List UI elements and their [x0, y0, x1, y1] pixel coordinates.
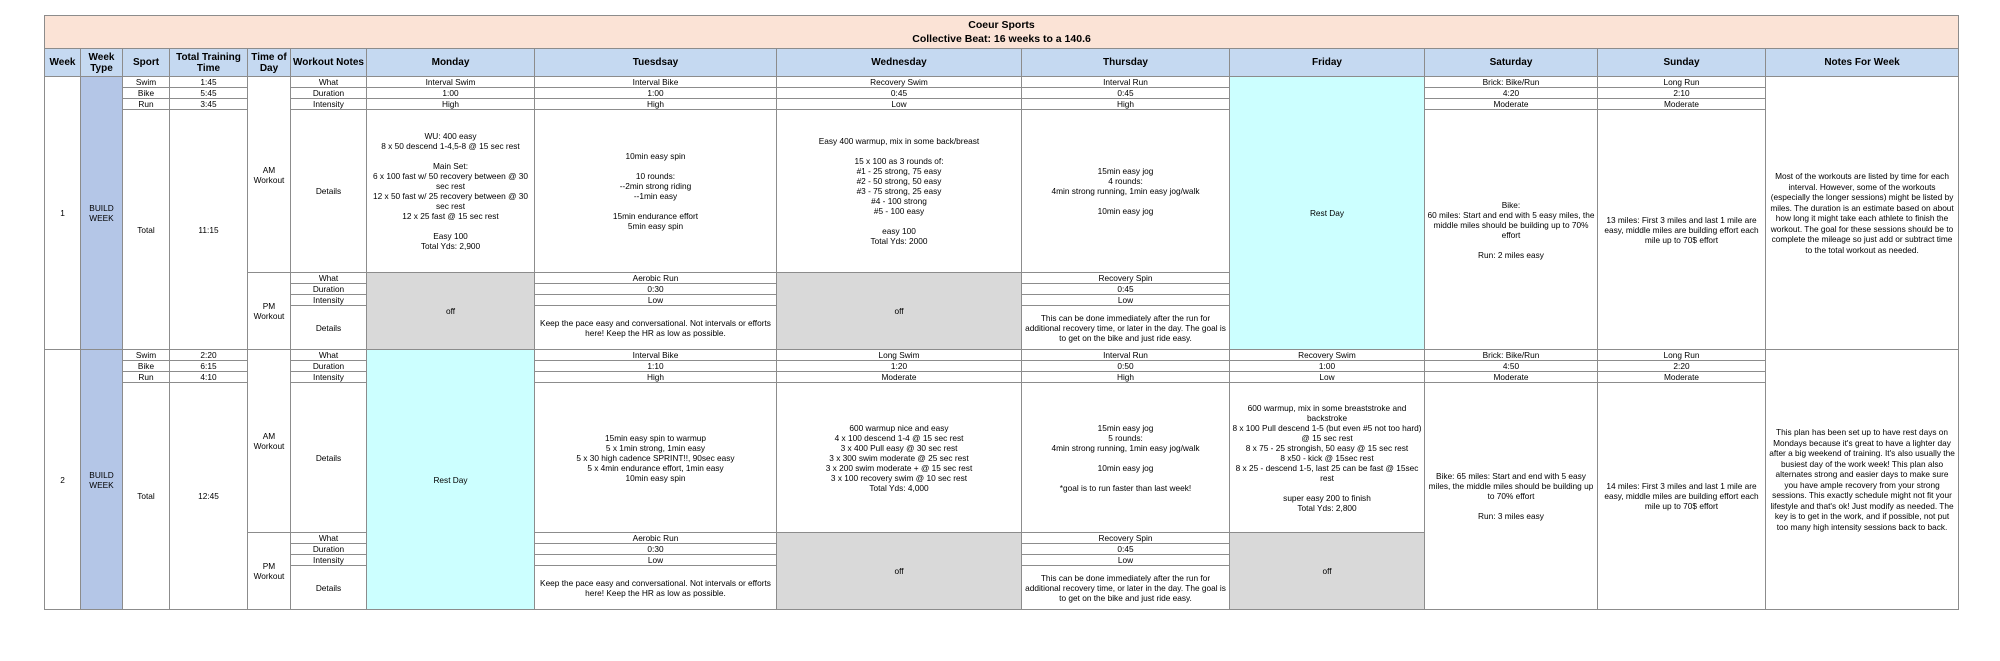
week2-am-intensity-label: Intensity [291, 372, 367, 383]
week1-tue-intensity: High [535, 99, 777, 110]
header-friday: Friday [1230, 49, 1425, 77]
week1-sat-what: Brick: Bike/Run [1425, 77, 1598, 88]
week1-am-label: AM Workout [248, 77, 291, 273]
week1-swim-time: 1:45 [170, 77, 248, 88]
week1-mon-details: WU: 400 easy 8 x 50 descend 1-4,5-8 @ 15 sec rest Main Set: 6 x 100 fast w/ 50 recovery between @ 30 sec rest 12 x 50 fast w/ 25 recovery between @ 30 sec rest 12 x 25 fast @ 15 sec rest Easy 100 Total Yds: 2,900 [367, 110, 535, 273]
week1-pm-details-label: Details [291, 306, 367, 350]
week1-fri-rest: Rest Day [1230, 77, 1425, 350]
week2-wed-details: 600 warmup nice and easy 4 x 100 descend 1-4 @ 15 sec rest 3 x 400 Pull easy @ 30 sec rest 3 x 300 swim moderate @ 25 sec rest 3 x 200 swim moderate + @ 15 sec rest 3 x 100 recovery swim @ 10 sec rest Total Yds: 4,000 [777, 383, 1022, 533]
week2-wed-duration: 1:20 [777, 361, 1022, 372]
header-workout-notes: Workout Notes [291, 49, 367, 77]
training-plan-table [44, 15, 1959, 610]
week1-sat-duration: 4:20 [1425, 88, 1598, 99]
week2-pm-wed-off: off [777, 533, 1022, 610]
week1-thu-what: Interval Run [1022, 77, 1230, 88]
week1-bike-time: 5:45 [170, 88, 248, 99]
week1-row-what [45, 77, 1959, 88]
week1-thu-duration: 0:45 [1022, 88, 1230, 99]
week2-pm-tue-what: Aerobic Run [535, 533, 777, 544]
week2-row-what [45, 350, 1959, 361]
week1-sun-what: Long Run [1598, 77, 1766, 88]
week2-pm-tue-details: Keep the pace easy and conversational. Not intervals or efforts here! Keep the HR as low as possible. [535, 566, 777, 610]
week2-sun-what: Long Run [1598, 350, 1766, 361]
week1-pm-duration-label: Duration [291, 284, 367, 295]
week2-pm-intensity-label: Intensity [291, 555, 367, 566]
week2-sat-intensity: Moderate [1425, 372, 1598, 383]
week2-fri-intensity: Low [1230, 372, 1425, 383]
week1-thu-details: 15min easy jog 4 rounds: 4min strong running, 1min easy jog/walk 10min easy jog [1022, 110, 1230, 273]
header-thursday: Thursday [1022, 49, 1230, 77]
week1-row-duration [45, 88, 1959, 99]
week1-pm-tue-details: Keep the pace easy and conversational. Not intervals or efforts here! Keep the HR as low as possible. [535, 306, 777, 350]
header-week: Week [45, 49, 81, 77]
week1-wed-what: Recovery Swim [777, 77, 1022, 88]
week2-fri-details: 600 warmup, mix in some breaststroke and backstroke 8 x 100 Pull descend 1-5 (but even #5 not too hard) @ 15 sec rest 8 x 75 - 25 strongish, 50 easy @ 15 sec rest 8 x50 - kick @ 15sec rest 8 x 25 - descend 1-5, last 25 can be fast @ 15sec rest super easy 200 to finish Total Yds: 2,800 [1230, 383, 1425, 533]
week2-pm-duration-label: Duration [291, 544, 367, 555]
header-saturday: Saturday [1425, 49, 1598, 77]
week2-sun-duration: 2:20 [1598, 361, 1766, 372]
week2-notes: This plan has been set up to have rest days on Mondays because it's great to have a lighter day after a big weekend of training. It's also usually the busiest day of the work week! This plan also alternates strong and easier days to make sure you have ample recovery from your strong sessions. This exactly schedule might not fit your lifestyle and that's ok! Just modify as needed. The key is to get in the work, and if possible, not put too many high intensity sessions back to back. [1766, 350, 1959, 610]
week2-bike-time: 6:15 [170, 361, 248, 372]
week1-pm-thu-intensity: Low [1022, 295, 1230, 306]
week1-sport-run: Run [123, 99, 170, 110]
week1-am-details-label: Details [291, 110, 367, 273]
week2-sat-duration: 4:50 [1425, 361, 1598, 372]
header-week-type: Week Type [81, 49, 123, 77]
week2-number: 2 [45, 350, 81, 610]
header-notes-for-week: Notes For Week [1766, 49, 1959, 77]
week1-number: 1 [45, 77, 81, 350]
week1-tue-details: 10min easy spin 10 rounds: --2min strong riding --1min easy 15min endurance effort 5min easy spin [535, 110, 777, 273]
week1-wed-intensity: Low [777, 99, 1022, 110]
week1-wed-details: Easy 400 warmup, mix in some back/breast 15 x 100 as 3 rounds of: #1 - 25 strong, 75 easy #2 - 50 strong, 50 easy #3 - 75 strong, 25 easy #4 - 100 strong #5 - 100 easy easy 100 Total Yds: 2000 [777, 110, 1022, 273]
week2-pm-tue-duration: 0:30 [535, 544, 777, 555]
week2-row-details [45, 383, 1959, 533]
week1-mon-duration: 1:00 [367, 88, 535, 99]
plan-title-line1: Coeur Sports [968, 19, 1035, 31]
header-sport: Sport [123, 49, 170, 77]
week2-pm-thu-what: Recovery Spin [1022, 533, 1230, 544]
week2-thu-duration: 0:50 [1022, 361, 1230, 372]
header-row [45, 49, 1959, 77]
week1-tue-what: Interval Bike [535, 77, 777, 88]
week2-sun-intensity: Moderate [1598, 372, 1766, 383]
week1-pm-label: PM Workout [248, 273, 291, 350]
week2-am-details-label: Details [291, 383, 367, 533]
week2-tue-intensity: High [535, 372, 777, 383]
week1-pm-thu-details: This can be done immediately after the run for additional recovery time, or later in the day. The goal is to get on the bike and just ride easy. [1022, 306, 1230, 350]
week2-tue-duration: 1:10 [535, 361, 777, 372]
week2-swim-time: 2:20 [170, 350, 248, 361]
header-tuesday: Tuesdsay [535, 49, 777, 77]
week1-notes: Most of the workouts are listed by time for each interval. However, some of the workouts (especially the longer sessions) might be listed by miles. The duration is an estimate based on about how long it might take each athlete to finish the workout. The goal for these sessions should be to complete the mileage so just add or subtract time to the total workout as needed. [1766, 77, 1959, 350]
week1-total-label: Total [123, 110, 170, 350]
week2-pm-thu-intensity: Low [1022, 555, 1230, 566]
week2-sun-details: 14 miles: First 3 miles and last 1 mile are easy, middle miles are building effort each mile up to 70$ effort [1598, 383, 1766, 610]
week1-pm-wed-off: off [777, 273, 1022, 350]
week2-total-time: 12:45 [170, 383, 248, 610]
header-time-of-day: Time of Day [248, 49, 291, 77]
week2-tue-details: 15min easy spin to warmup 5 x 1min strong, 1min easy 5 x 30 high cadence SPRINT!!, 90sec easy 5 x 4min endurance effort, 1min easy 10min easy spin [535, 383, 777, 533]
week1-thu-intensity: High [1022, 99, 1230, 110]
week1-pm-what-label: What [291, 273, 367, 284]
week1-run-time: 3:45 [170, 99, 248, 110]
week1-sport-bike: Bike [123, 88, 170, 99]
week2-sat-what: Brick: Bike/Run [1425, 350, 1598, 361]
week1-pm-thu-duration: 0:45 [1022, 284, 1230, 295]
week1-mon-intensity: High [367, 99, 535, 110]
week1-sport-swim: Swim [123, 77, 170, 88]
week2-wed-what: Long Swim [777, 350, 1022, 361]
week1-am-duration-label: Duration [291, 88, 367, 99]
week1-row-details [45, 110, 1959, 273]
header-sunday: Sunday [1598, 49, 1766, 77]
week1-tue-duration: 1:00 [535, 88, 777, 99]
week1-pm-tue-intensity: Low [535, 295, 777, 306]
week1-pm-intensity-label: Intensity [291, 295, 367, 306]
week2-mon-rest: Rest Day [367, 350, 535, 610]
week2-sport-swim: Swim [123, 350, 170, 361]
training-plan-sheet [44, 15, 1958, 610]
week1-pm-tue-what: Aerobic Run [535, 273, 777, 284]
week2-pm-label: PM Workout [248, 533, 291, 610]
week1-pm-mon-off: off [367, 273, 535, 350]
week2-pm-what-label: What [291, 533, 367, 544]
week2-am-duration-label: Duration [291, 361, 367, 372]
week2-pm-details-label: Details [291, 566, 367, 610]
week1-wed-duration: 0:45 [777, 88, 1022, 99]
week1-am-intensity-label: Intensity [291, 99, 367, 110]
week2-wed-intensity: Moderate [777, 372, 1022, 383]
week2-type: BUILD WEEK [81, 350, 123, 610]
week1-sat-intensity: Moderate [1425, 99, 1598, 110]
week1-type: BUILD WEEK [81, 77, 123, 350]
week2-am-what-label: What [291, 350, 367, 361]
header-monday: Monday [367, 49, 535, 77]
week1-sun-duration: 2:10 [1598, 88, 1766, 99]
week1-pm-thu-what: Recovery Spin [1022, 273, 1230, 284]
week2-pm-tue-intensity: Low [535, 555, 777, 566]
week2-run-time: 4:10 [170, 372, 248, 383]
week2-fri-duration: 1:00 [1230, 361, 1425, 372]
week1-am-what-label: What [291, 77, 367, 88]
week2-tue-what: Interval Bike [535, 350, 777, 361]
week1-sat-details: Bike: 60 miles: Start and end with 5 easy miles, the middle miles should be building up to 70% effort Run: 2 miles easy [1425, 110, 1598, 350]
plan-title [45, 16, 1959, 49]
plan-title-line2: Collective Beat: 16 weeks to a 140.6 [912, 33, 1091, 45]
header-total-training-time: Total Training Time [170, 49, 248, 77]
week2-pm-fri-off: off [1230, 533, 1425, 610]
week2-thu-what: Interval Run [1022, 350, 1230, 361]
week1-total-time: 11:15 [170, 110, 248, 350]
week1-row-intensity [45, 99, 1959, 110]
week2-row-duration [45, 361, 1959, 372]
week2-total-label: Total [123, 383, 170, 610]
week2-thu-intensity: High [1022, 372, 1230, 383]
week2-row-intensity [45, 372, 1959, 383]
week2-pm-thu-details: This can be done immediately after the run for additional recovery time, or later in the day. The goal is to get on the bike and just ride easy. [1022, 566, 1230, 610]
week2-sport-run: Run [123, 372, 170, 383]
week2-pm-thu-duration: 0:45 [1022, 544, 1230, 555]
week2-thu-details: 15min easy jog 5 rounds: 4min strong running, 1min easy jog/walk 10min easy jog *goal is to run faster than last week! [1022, 383, 1230, 533]
week1-mon-what: Interval Swim [367, 77, 535, 88]
week1-sun-details: 13 miles: First 3 miles and last 1 mile are easy, middle miles are building effort each mile up to 70$ effort [1598, 110, 1766, 350]
header-wednesday: Wednesday [777, 49, 1022, 77]
week2-fri-what: Recovery Swim [1230, 350, 1425, 361]
week2-sat-details: Bike: 65 miles: Start and end with 5 easy miles, the middle miles should be building up to 70% effort Run: 3 miles easy [1425, 383, 1598, 610]
week2-am-label: AM Workout [248, 350, 291, 533]
week1-sun-intensity: Moderate [1598, 99, 1766, 110]
week1-pm-tue-duration: 0:30 [535, 284, 777, 295]
week2-sport-bike: Bike [123, 361, 170, 372]
